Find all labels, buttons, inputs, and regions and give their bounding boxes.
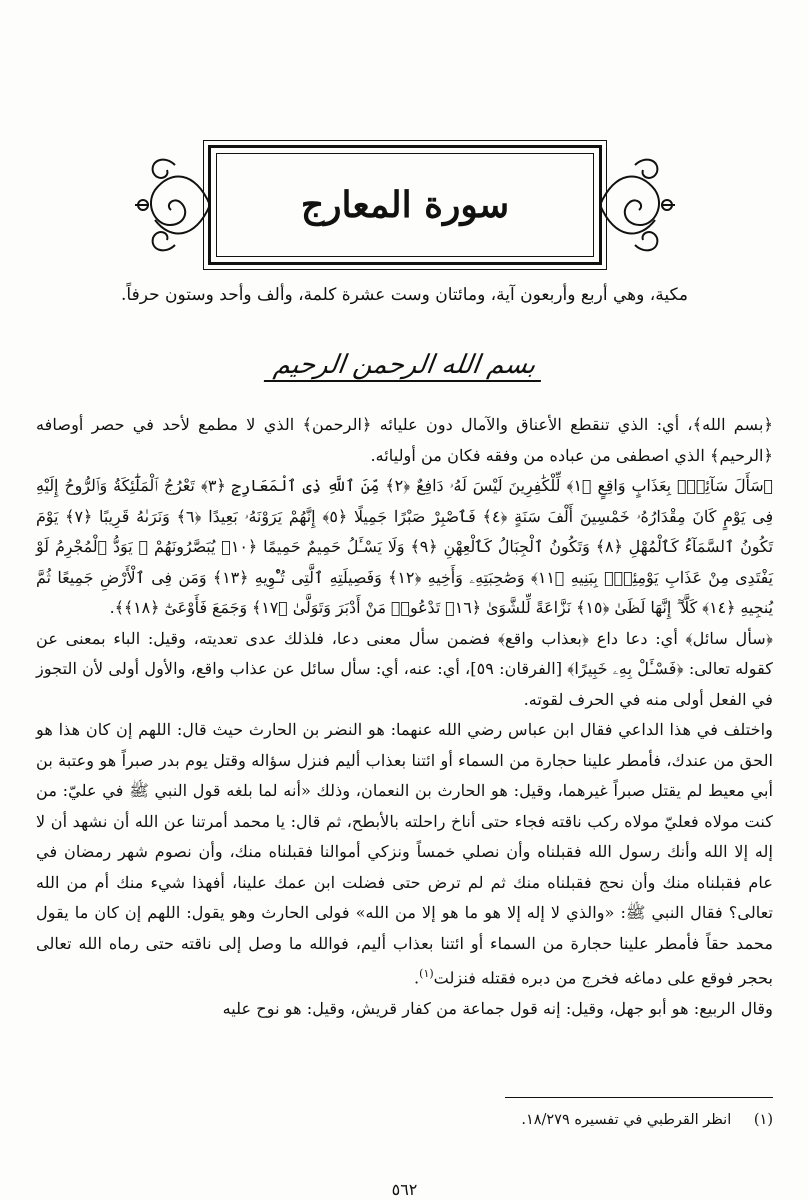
paragraph-basmala-commentary: ﴿بسم الله﴾، أي: الذي تنقطع الأعناق والآمال دون عليائه ﴿الرحمن﴾ الذي لا مطمع لأحد في حصر أوصافه ﴿الرحيم﴾ الذي اصطفى من عباده من وفقه فكان من أوليائه. [36, 415, 773, 465]
footnote [36, 1112, 773, 1128]
quran-verses: ﴿سَأَلَ سَآئِلٌۢ بِعَذَابٍ وَاقِعٍ ﴿١﴾ لِّلْكَٰفِرِينَ لَيْسَ لَهُۥ دَافِعٌ ﴿٢﴾ مِّنَ ٱللَّهِ ذِى ٱلْمَعَارِجِ ﴿٣﴾ تَعْرُجُ ٱلْمَلَٰٓئِكَةُ وَٱلرُّوحُ إِلَيْهِ فِى يَوْمٍ كَانَ مِقْدَارُهُۥ خَمْسِينَ أَلْفَ سَنَةٍ ﴿٤﴾ فَٱصْبِرْ صَبْرًا جَمِيلًا ﴿٥﴾ إِنَّهُمْ يَرَوْنَهُۥ بَعِيدًا ﴿٦﴾ وَنَرَىٰهُ قَرِيبًا ﴿٧﴾ يَوْمَ تَكُونُ ٱلسَّمَآءُ كَٱلْمُهْلِ ﴿٨﴾ وَتَكُونُ ٱلْجِبَالُ كَٱلْعِهْنِ ﴿٩﴾ وَلَا يَسْـَٔلُ حَمِيمٌ حَمِيمًا ﴿١٠﴾ يُبَصَّرُونَهُمْ ۚ يَوَدُّ ٱلْمُجْرِمُ لَوْ يَفْتَدِى مِنْ عَذَابِ يَوْمِئِذٍۭ بِبَنِيهِ ﴿١١﴾ وَصَٰحِبَتِهِۦ وَأَخِيهِ ﴿١٢﴾ وَفَصِيلَتِهِ ٱلَّتِى تُـْٔوِيهِ ﴿١٣﴾ وَمَن فِى ٱلْأَرْضِ جَمِيعًا ثُمَّ يُنجِيهِ ﴿١٤﴾ كَلَّآ ۖ إِنَّهَا لَظَىٰ ﴿١٥﴾ نَزَّاعَةً لِّلشَّوَىٰ ﴿١٦﴾ تَدْعُوا۟ مَنْ أَدْبَرَ وَتَوَلَّىٰ ﴿١٧﴾ وَجَمَعَ فَأَوْعَىٰٓ ﴿١٨﴾﴾. [36, 476, 774, 617]
title-box [208, 145, 602, 265]
paragraph-rabi: وقال الربيع: هو أبو جهل، وقيل: إنه قول جماعة من كفار قريش، وقيل: هو نوح عليه [222, 998, 773, 1018]
footnote-number: (١) [753, 1112, 773, 1128]
ornament-left-icon [135, 150, 215, 260]
basmala-calligraphy [0, 350, 809, 382]
footnote-ref: (١) [419, 967, 434, 980]
surah-intro: مكية، وهي أربع وأربعون آية، ومائتان وست عشرة كلمة، وألف وأحد وستون حرفاً. [121, 285, 688, 305]
surah-title-frame [140, 140, 670, 270]
basmala-text: بسم الله الرحمن الرحيم [264, 350, 546, 382]
footnote-divider [505, 1097, 773, 1098]
ornament-right-icon [595, 150, 675, 260]
surah-title: سورة المعارج [300, 184, 510, 226]
footnote-text: انظر القرطبي في تفسيره ١٨/٢٧٩. [521, 1112, 732, 1128]
page-number: ٥٦٢ [391, 1180, 418, 1199]
paragraph-caller-text: واختلف في هذا الداعي فقال ابن عباس رضي الله عنهما: هو النضر بن الحارث حيث قال: اللهم إن كان هذا هو الحق من عندك، فأمطر علينا حجارة من السماء أو ائتنا بعذاب أليم فنزل سؤاله وقتل يوم بدر صبراً هو وعتبة بن أبي معيط لم يقتل صبراً غيرهما، وقيل: هو الحارث بن النعمان، وذلك «أنه لما بلغه قول النبي ﷺ في عليّ: من كنت مولاه فعليّ مولاه ركب ناقته فجاء حتى أناخ راحلته بالأبطح، ثم قال: يا محمد أمرتنا عن الله أن نشهد أن لا إله إلا الله وأنك رسول الله فقبلناه وأن نصلي خمساً ونزكي أموالنا فقبلناه منك، وأن نصوم شهر رمضان في عام فقبلناه منك وأن نحج فقبلناه منك ثم لم ترض حتى فضلت ابن عمك علينا، أفهذا شيء منك أم من الله تعالى؟ فقال النبي ﷺ: «والذي لا إله إلا هو ما هو إلا من الله» فولى الحارث وهو يقول: اللهم إن كان ما يقول محمد حقاً فأمطر علينا حجارة من السماء أو ائتنا بعذاب أليم، فوالله ما وصل إلى ناقته حتى رماه الله تعالى بحجر فوقع على دماغه فخرج من دبره فقتله فنزلت [36, 720, 773, 988]
commentary-body [36, 410, 773, 1024]
paragraph-caller: واختلف في هذا الداعي فقال ابن عباس رضي الله عنهما: هو النضر بن الحارث حيث قال: اللهم إن كان هذا هو الحق من عندك، فأمطر علينا حجارة من السماء أو ائتنا بعذاب أليم فنزل سؤاله وقتل يوم بدر صبراً هو وعتبة بن أبي معيط لم يقتل صبراً غيرهما، وقيل: هو الحارث بن النعمان، وذلك «أنه لما بلغه قول النبي ﷺ في عليّ: من كنت مولاه فعليّ مولاه ركب ناقته فجاء حتى أناخ راحلته بالأبطح، ثم قال: يا محمد أمرتنا عن الله أن نشهد أن لا إله إلا الله وأنك رسول الله فقبلناه وأن نصلي خمساً ونزكي أموالنا فقبلناه منك، وأن نصوم شهر رمضان في عام فقبلناه منك وأن نحج فقبلناه منك ثم لم ترض حتى فضلت ابن عمك علينا، أفهذا شيء منك أم من الله تعالى؟ فقال النبي ﷺ: «والذي لا إله إلا هو ما هو إلا من الله» فولى الحارث وهو يقول: اللهم إن كان ما يقول محمد حقاً فأمطر علينا حجارة من السماء أو ائتنا بعذاب أليم، فوالله ما وصل إلى ناقته حتى رماه الله تعالى بحجر فوقع على دماغه فخرج من دبره فقتله فنزلت$^{(١)}$. [36, 720, 773, 988]
paragraph-meaning: ﴿سأل سائل﴾ أي: دعا داع ﴿بعذاب واقع﴾ فضمن سأل معنى دعا، فلذلك عدى تعديته، وقيل: الباء بمعنى عن كقوله تعالى: ﴿فَسْـَٔلْ بِهِۦ خَبِيرًا﴾ [الفرقان: ٥٩]، أي: عنه، أي: سأل سائل عن عذاب واقع، والأول أولى لأن التجوز في الفعل أولى منه في الحرف لقوته. [36, 628, 773, 709]
